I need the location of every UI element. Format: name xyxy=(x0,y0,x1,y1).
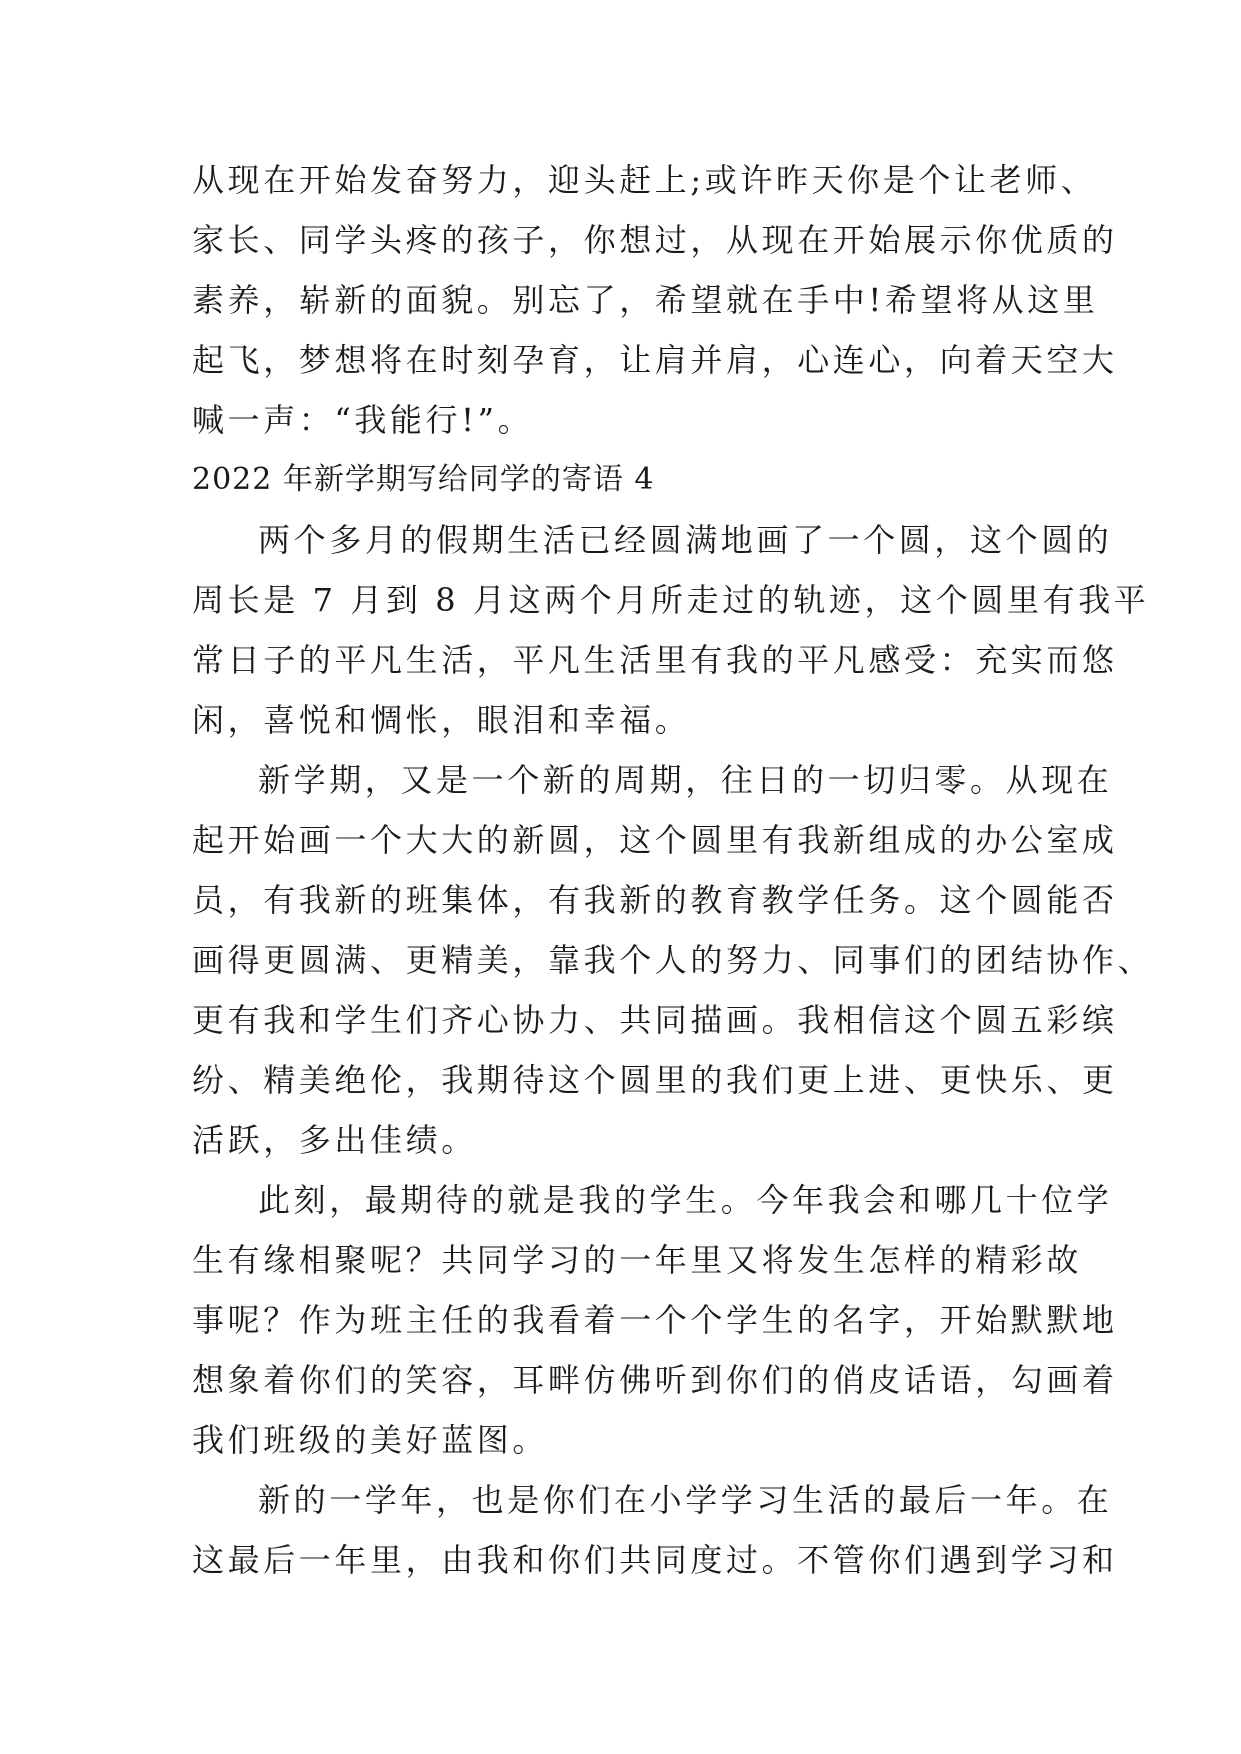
text-line: 事呢？作为班主任的我看着一个个学生的名字，开始默默地 xyxy=(192,1301,1118,1339)
text-line: 画得更圆满、更精美，靠我个人的努力、同事们的团结协作、 xyxy=(192,941,1154,979)
paragraph-2 xyxy=(192,750,1154,1170)
text-line: 生有缘相聚呢？共同学习的一年里又将发生怎样的精彩故 xyxy=(192,1241,1083,1279)
paragraph-1 xyxy=(192,510,1150,750)
text-line: 活跃，多出佳绩。 xyxy=(192,1121,477,1159)
text-line: 素养，崭新的面貌。别忘了，希望就在手中!希望将从这里 xyxy=(192,281,1099,319)
document-page xyxy=(192,150,1154,1590)
text-line: 闲，喜悦和惆怅，眼泪和幸福。 xyxy=(192,701,691,739)
paragraph-4 xyxy=(192,1470,1118,1590)
paragraph-3 xyxy=(192,1170,1118,1470)
text-line: 新的一学年，也是你们在小学学习生活的最后一年。在 xyxy=(258,1481,1113,1519)
text-line: 新学期，又是一个新的周期，往日的一切归零。从现在 xyxy=(258,761,1113,799)
text-line: 起飞，梦想将在时刻孕育，让肩并肩，心连心，向着天空大 xyxy=(192,341,1118,379)
text-line: 纷、精美绝伦，我期待这个圆里的我们更上进、更快乐、更 xyxy=(192,1061,1118,1099)
text-line: 此刻，最期待的就是我的学生。今年我会和哪几十位学 xyxy=(258,1181,1113,1219)
continued-paragraph xyxy=(192,150,1118,450)
text-line: 想象着你们的笑容，耳畔仿佛听到你们的俏皮话语，勾画着 xyxy=(192,1361,1118,1399)
text-line: 起开始画一个大大的新圆，这个圆里有我新组成的办公室成 xyxy=(192,821,1118,859)
section-title: 2022 年新学期写给同学的寄语 4 xyxy=(192,462,655,497)
text-line: 从现在开始发奋努力，迎头赶上;或许昨天你是个让老师、 xyxy=(192,161,1097,199)
text-line: 更有我和学生们齐心协力、共同描画。我相信这个圆五彩缤 xyxy=(192,1001,1118,1039)
text-line: 周长是 7 月到 8 月这两个月所走过的轨迹，这个圆里有我平 xyxy=(192,581,1150,619)
text-line: 家长、同学头疼的孩子，你想过，从现在开始展示你优质的 xyxy=(192,221,1118,259)
text-line: 员，有我新的班集体，有我新的教育教学任务。这个圆能否 xyxy=(192,881,1118,919)
text-line: 这最后一年里，由我和你们共同度过。不管你们遇到学习和 xyxy=(192,1541,1118,1579)
text-line: 两个多月的假期生活已经圆满地画了一个圆，这个圆的 xyxy=(258,521,1113,559)
text-line: 常日子的平凡生活，平凡生活里有我的平凡感受：充实而悠 xyxy=(192,641,1118,679)
text-line: 喊一声：“我能行!”。 xyxy=(192,401,534,439)
text-line: 我们班级的美好蓝图。 xyxy=(192,1421,549,1459)
